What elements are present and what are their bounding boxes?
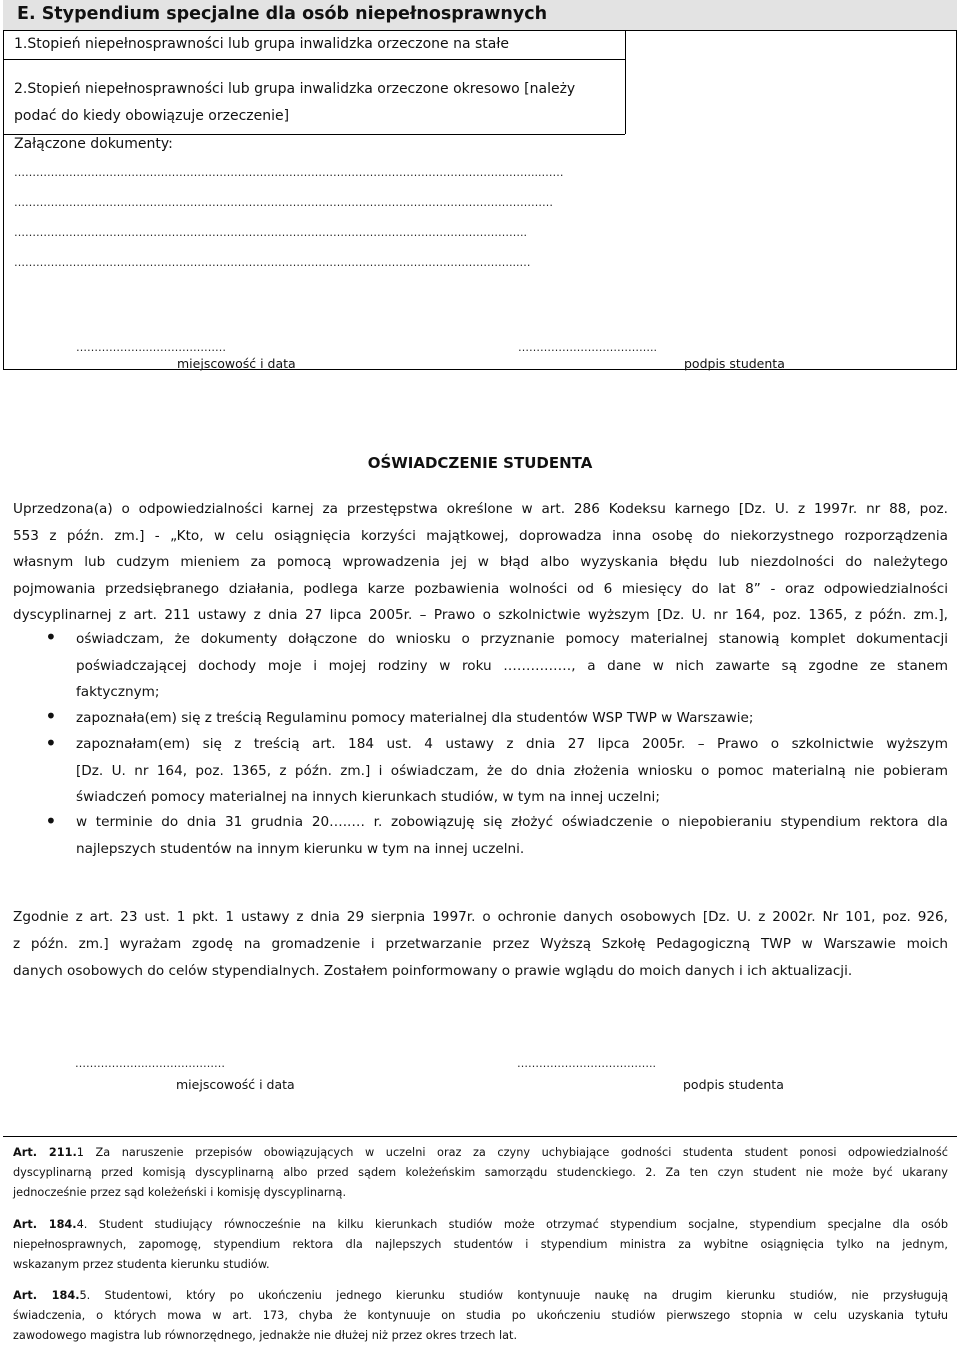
bullet-line: zapoznałam(em) się z treścią art. 184 ust. 4 ustawy z dnia 27 lipca 2005r. – Prawo o szkolnictwie wyższym [76, 736, 948, 752]
table-row-divider [4, 134, 625, 135]
footnote-line: 5. Studentowi, który po ukończeniu jednego kierunku studiów kontynuuje naukę na drugim kierunku studiów, nie przysługują [79, 1289, 949, 1302]
bullet-icon: • [45, 809, 57, 833]
declaration-title: OŚWIADCZENIE STUDENTA [367, 454, 593, 472]
intro-line: własnym lub cudzym mieniem za pomocą wprowadzenia jej w błąd albo wyzyskania błędu lub niezdolności do należytego [13, 554, 948, 570]
attached-documents-line-3[interactable]: ………………………………………………………………………………………………………………………….. [14, 226, 527, 239]
place-date-caption: miejscowość i data [176, 1077, 295, 1092]
section-title: E. Stypendium specjalne dla osób niepełnosprawnych [17, 4, 548, 24]
bullet-item [76, 626, 948, 706]
signature-field[interactable]: ……………………………….. [518, 341, 657, 354]
place-date-field[interactable]: ………………..………………… [76, 341, 226, 354]
bullet-line: [Dz. U. nr 164, poz. 1365, z późn. zm.] i oświadczam, że do dnia złożenia wniosku o pomoc materialną nie pobieram [76, 762, 948, 779]
bullet-line: w terminie do dnia 31 grudnia 20…..… r. zobowiązuję się złożyć oświadczenie o niepobieraniu stypendium rektora dla [76, 814, 948, 830]
declaration-intro [13, 496, 948, 629]
bullet-line: zapoznała(em) się z treścią Regulaminu pomocy materialnej dla studentów WSP TWP w Warszawie; [76, 710, 754, 726]
footnote-line: jednocześnie przez sąd koleżeński i komisję dyscyplinarną. [13, 1186, 347, 1199]
bullet-icon: • [45, 625, 57, 649]
disability-form-table [3, 30, 957, 370]
place-date-caption: miejscowość i data [177, 356, 296, 371]
bullet-line: najlepszych studentów na innym kierunku w tym na innej uczelni. [76, 840, 525, 857]
footnote-line: 4. Student studiujący równocześnie na kilku kierunkach studiów może otrzymać stypendium socjalne, stypendium specjalne dla osób [76, 1218, 948, 1231]
bullet-line: poświadczającej dochody moje i mojej rodziny w roku ……………, a dane w nich zawarte są zgodne ze stanem [76, 657, 948, 674]
footnote-label: Art. 184. [13, 1289, 80, 1302]
footnote-art-184-4 [13, 1215, 948, 1275]
bullet-item [76, 705, 948, 732]
intro-line: 553 z późn. zm.] - „Kto, w celu osiągnięcia korzyści majątkowej, doprowadza inna osobę do niekorzystnego rozporządzenia [13, 527, 948, 544]
footnote-line: wskazanym przez studenta kierunku studiów. [13, 1258, 270, 1271]
consent-line: danych osobowych do celów stypendialnych. Zostałem poinformowany o prawie wglądu do moich danych i ich aktualizacji. [13, 963, 853, 979]
bullet-line: świadczeń pomocy materialnej na innych kierunkach studiów, w tym na innej uczelni; [76, 789, 660, 805]
attached-documents-line-2[interactable]: ………………………………………………………………………………………………………………………………… [14, 196, 553, 209]
footnote-line: 1 Za naruszenie przepisów obowiązujących w uczelni oraz za czyny uchybiające godności studenta student ponosi odpowiedzialność [76, 1146, 949, 1159]
consent-line: z późn. zm.] wyrażam zgodę na gromadzenie i przetwarzanie przez Wyższą Szkołę Pedagogiczną TWP w Warszawie moich [13, 936, 948, 952]
intro-line: Uprzedzona(a) o odpowiedzialności karnej za przestępstwa określone w art. 286 Kodeksu karnego [Dz. U. z 1997r. nr 88, poz. [13, 501, 948, 517]
bullet-icon: • [45, 731, 57, 755]
row-permanent-label: 1.Stopień niepełnosprawności lub grupa inwalidzka orzeczone na stałe [14, 36, 509, 52]
signature-field[interactable]: ……………………………….. [517, 1057, 656, 1070]
bullet-icon: • [45, 704, 57, 728]
row-temporary-label-1: 2.Stopień niepełnosprawności lub grupa inwalidzka orzeczone okresowo [należy [14, 81, 576, 97]
footnote-divider [3, 1136, 957, 1137]
row-temporary-label-2: podać do kiedy obowiązuje orzeczenie] [14, 108, 290, 124]
footnote-line: świadczenia, o których mowa w art. 173, chyba że kontynuuje on studia po ukończeniu studiów pierwszego stopnia w celu uzyskania tytułu [13, 1309, 948, 1322]
signature-caption: podpis studenta [684, 356, 785, 371]
footnote-label: Art. 184. [13, 1218, 77, 1231]
attached-documents-line-4[interactable]: ………………………………………………………………………………………………………………………...… [14, 256, 531, 269]
intro-line: pojmowania przedsiębranego działania, podlega karze pozbawienia wolności od 6 miesięcy do lat 8” - oraz odpowiedzialności [13, 580, 948, 597]
bullet-item [76, 809, 948, 862]
data-consent-paragraph [13, 904, 948, 985]
signature-caption: podpis studenta [683, 1077, 784, 1092]
bullet-line: faktycznym; [76, 684, 160, 700]
footnote-line: niepełnosprawnych, zapomogę, stypendium rektora dla najlepszych studentów i stypendium ministra za wybitne osiągnięcia tylko na jednym, [13, 1238, 948, 1251]
bullet-line: oświadczam, że dokumenty dołączone do wniosku o przyznanie pomocy materialnej stanowią komplet dokumentacji [76, 631, 948, 647]
attached-documents-line-1[interactable]: ……………………………………………………………………………………………………………………………...…… [14, 166, 564, 179]
bullet-item [76, 731, 948, 811]
intro-line: dyscyplinarnej z art. 211 ustawy z dnia 27 lipca 2005r. – Prawo o szkolnictwie wyższym [Dz. U. nr 164, poz. 1365, z późn. zm.], [13, 607, 948, 623]
footnote-line: dyscyplinarną przed komisją dyscyplinarną albo przed sądem koleżeńskim samorządu studenckiego. 2. Za ten czyn student nie może być ukarany [13, 1166, 948, 1179]
footnote-label: Art. 211. [13, 1146, 77, 1159]
footnote-art-211 [13, 1143, 948, 1203]
footnote-line: zawodowego magistra lub równorzędnego, jednakże nie dłużej niż przez okres trzech lat. [13, 1329, 518, 1342]
consent-line: Zgodnie z art. 23 ust. 1 pkt. 1 ustawy z dnia 29 sierpnia 1997r. o ochronie danych osobowych [Dz. U. z 2002r. Nr 101, poz. 926, [13, 909, 948, 925]
section-header [3, 0, 957, 30]
attached-documents-label: Załączone dokumenty: [14, 136, 173, 152]
table-divider [625, 31, 626, 134]
footnote-art-184-5 [13, 1286, 948, 1346]
place-date-field[interactable]: ………………..………………… [75, 1057, 225, 1070]
